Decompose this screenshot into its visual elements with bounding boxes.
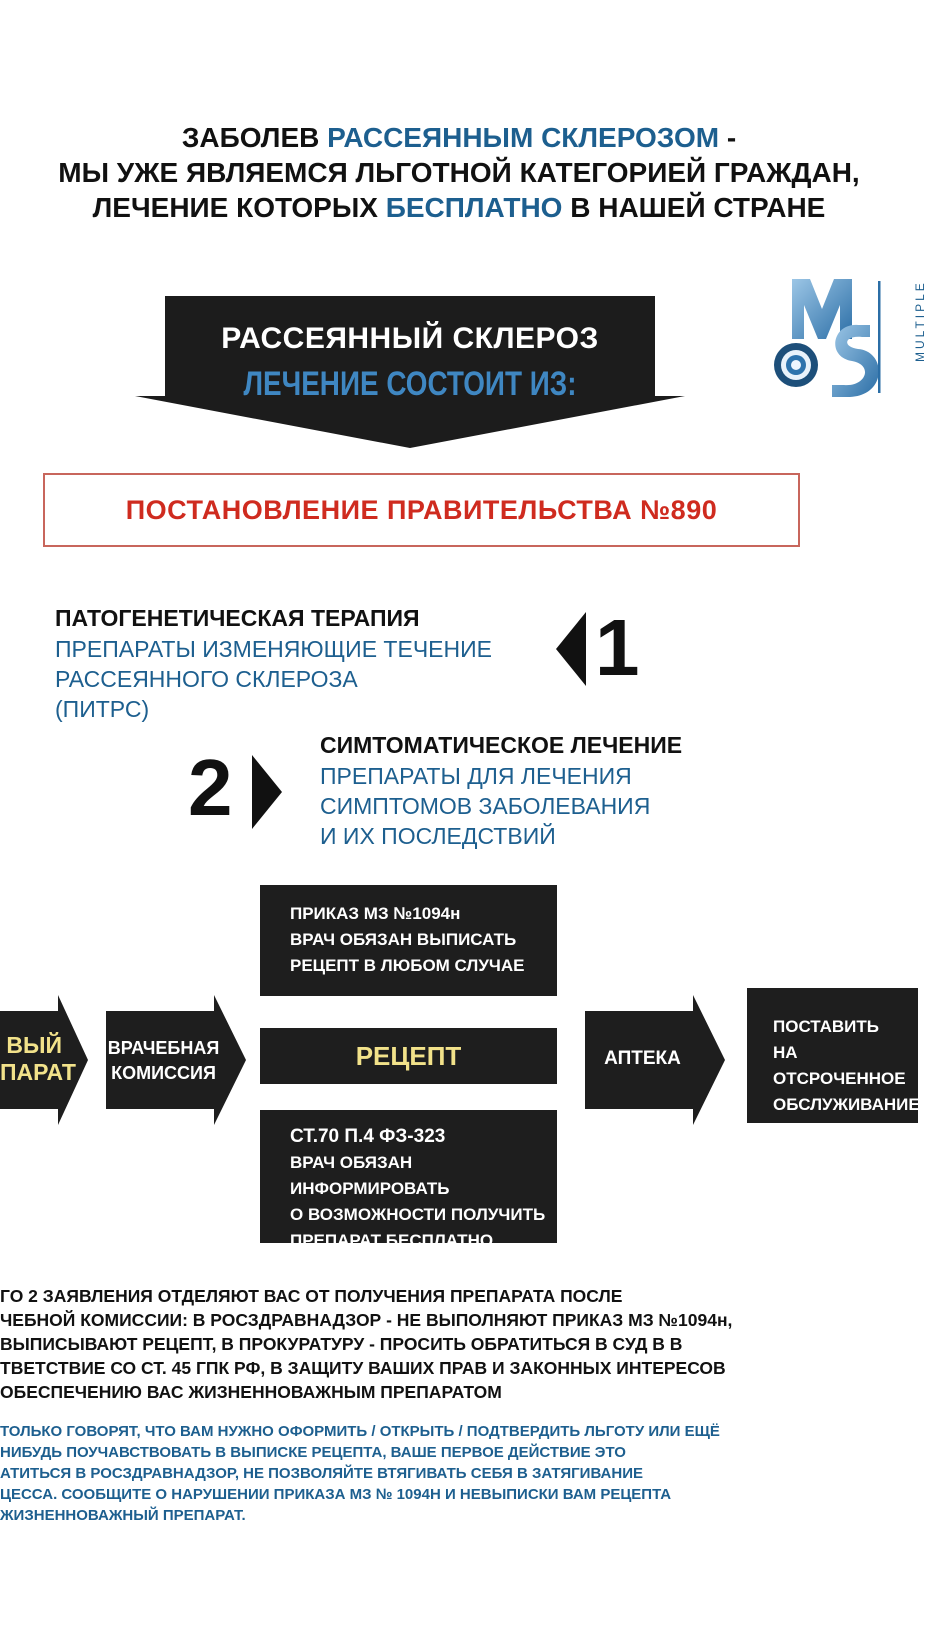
ms-logo <box>770 275 927 405</box>
flow-recipe-box: РЕЦЕПТ <box>260 1028 557 1084</box>
therapy2-title: СИМТОМАТИЧЕСКОЕ ЛЕЧЕНИЕ <box>320 732 683 758</box>
flow-order-text: ПРИКАЗ МЗ №1094н <box>290 904 461 923</box>
banner-subtitle: ЛЕЧЕНИЕ СОСТОИТ ИЗ: <box>243 365 577 403</box>
header-text: ЛЕЧЕНИЕ КОТОРЫХ <box>92 192 386 223</box>
note2-line1: ТОЛЬКО ГОВОРЯТ, ЧТО ВАМ НУЖНО ОФОРМИТЬ / ОТКРЫТЬ / ПОДТВЕРДИТЬ ЛЬГОТУ ИЛИ ЕЩЁ <box>0 1423 720 1440</box>
flow-law-text: ПРЕПАРАТ БЕСПЛАТНО <box>290 1231 494 1250</box>
flow-law-text: СТ.70 П.4 ФЗ-323 <box>290 1126 446 1147</box>
flow-law-text: ВРАЧ ОБЯЗАН ИНФОРМИРОВАТЬ <box>290 1153 450 1198</box>
therapy2-line2: СИМПТОМОВ ЗАБОЛЕВАНИЯ <box>320 793 651 819</box>
flow-law-text: О ВОЗМОЖНОСТИ ПОЛУЧИТЬ <box>290 1205 546 1224</box>
flow-defer-text: ОБСЛУЖИВАНИЕ <box>773 1095 920 1114</box>
therapy2-line1: ПРЕПАРАТЫ ДЛЯ ЛЕЧЕНИЯ <box>320 763 632 789</box>
note1-line3: ВЫПИСЫВАЮТ РЕЦЕПТ, В ПРОКУРАТУРУ - ПРОСИТЬ ОБРАТИТЬСЯ В СУД В В <box>0 1334 683 1354</box>
decree-box: ПОСТАНОВЛЕНИЕ ПРАВИТЕЛЬСТВА №890 <box>43 473 800 547</box>
therapy1-line3: (ПИТРС) <box>55 696 150 722</box>
header-text: В НАШЕЙ СТРАНЕ <box>562 192 826 223</box>
flow-step2-label <box>106 1036 221 1086</box>
logo-side-text: MULTIPLE <box>913 280 927 362</box>
flow-pharmacy-label: АПТЕКА <box>604 1048 681 1069</box>
header-highlight: БЕСПЛАТНО <box>385 192 563 223</box>
header-highlight: РАССЕЯННЫМ СКЛЕРОЗОМ <box>327 122 720 153</box>
header-line-3 <box>0 190 918 225</box>
note1-line5: ОБЕСПЕЧЕНИЮ ВАС ЖИЗНЕННОВАЖНЫМ ПРЕПАРАТОМ <box>0 1382 502 1402</box>
note2-line3: АТИТЬСЯ В РОСЗДРАВНАДЗОР, НЕ ПОЗВОЛЯЙТЕ ВТЯГИВАТЬ СЕБЯ В ЗАТЯГИВАНИЕ <box>0 1465 643 1482</box>
flow-step1-text: ВЫЙ <box>6 1032 62 1058</box>
header-text: ЗАБОЛЕВ <box>181 122 328 153</box>
header-text: - <box>719 122 737 153</box>
flow-step2-text: КОМИССИЯ <box>111 1063 216 1083</box>
flow-order-text: ВРАЧ ОБЯЗАН ВЫПИСАТЬ <box>290 930 517 949</box>
therapy2-pointer-icon <box>252 755 282 829</box>
therapy1-title: ПАТОГЕНЕТИЧЕСКАЯ ТЕРАПИЯ <box>55 605 420 631</box>
flow-defer-box <box>747 988 918 1123</box>
header-line-2: МЫ УЖЕ ЯВЛЯЕМСЯ ЛЬГОТНОЙ КАТЕГОРИЕЙ ГРАЖДАН, <box>58 157 860 188</box>
flow-defer-text: ПОСТАВИТЬ <box>773 1017 879 1036</box>
ms-logo-graphic <box>770 275 910 405</box>
therapy1-pointer-icon <box>556 612 586 686</box>
therapy1-line2: РАССЕЯННОГО СКЛЕРОЗА <box>55 666 358 692</box>
banner-title: РАССЕЯННЫЙ СКЛЕРОЗ <box>221 322 599 355</box>
flow-defer-text: НА ОТСРОЧЕННОЕ <box>773 1043 906 1088</box>
therapy1-line1: ПРЕПАРАТЫ ИЗМЕНЯЮЩИЕ ТЕЧЕНИЕ <box>55 636 492 662</box>
note1-line2: ЧЕБНОЙ КОМИССИИ: В РОСЗДРАВНАДЗОР - НЕ ВЫПОЛНЯЮТ ПРИКАЗ МЗ №1094н, <box>0 1310 733 1330</box>
flow-step1-text: ПАРАТ <box>0 1059 76 1085</box>
therapy2-number: 2 <box>188 743 233 832</box>
flow-order-box <box>260 885 557 996</box>
flow-order-text: РЕЦЕПТ В ЛЮБОМ СЛУЧАЕ <box>290 956 525 975</box>
note2-line4: ЦЕССА. СООБЩИТЕ О НАРУШЕНИИ ПРИКАЗА МЗ № 1094Н И НЕВЫПИСКИ ВАМ РЕЦЕПТА <box>0 1486 672 1503</box>
flow-law-box <box>260 1110 557 1250</box>
therapy1-number: 1 <box>595 603 640 692</box>
header-line-1 <box>0 120 918 155</box>
note2-line2: НИБУДЬ ПОУЧАВСТВОВАТЬ В ВЫПИСКЕ РЕЦЕПТА, ВАШЕ ПЕРВОЕ ДЕЙСТВИЕ ЭТО <box>0 1444 626 1461</box>
flow-step1-label <box>0 1032 76 1086</box>
note1-line4: ТВЕТСТВИЕ СО СТ. 45 ГПК РФ, В ЗАЩИТУ ВАШИХ ПРАВ И ЗАКОННЫХ ИНТЕРЕСОВ <box>0 1358 726 1378</box>
flow-step2-text: ВРАЧЕБНАЯ <box>107 1038 220 1058</box>
therapy2-line3: И ИХ ПОСЛЕДСТВИЙ <box>320 823 556 849</box>
note1-line1: ГО 2 ЗАЯВЛЕНИЯ ОТДЕЛЯЮТ ВАС ОТ ПОЛУЧЕНИЯ ПРЕПАРАТА ПОСЛЕ <box>0 1286 623 1306</box>
note2-line5: ЖИЗНЕННОВАЖНЫЙ ПРЕПАРАТ. <box>0 1507 246 1524</box>
